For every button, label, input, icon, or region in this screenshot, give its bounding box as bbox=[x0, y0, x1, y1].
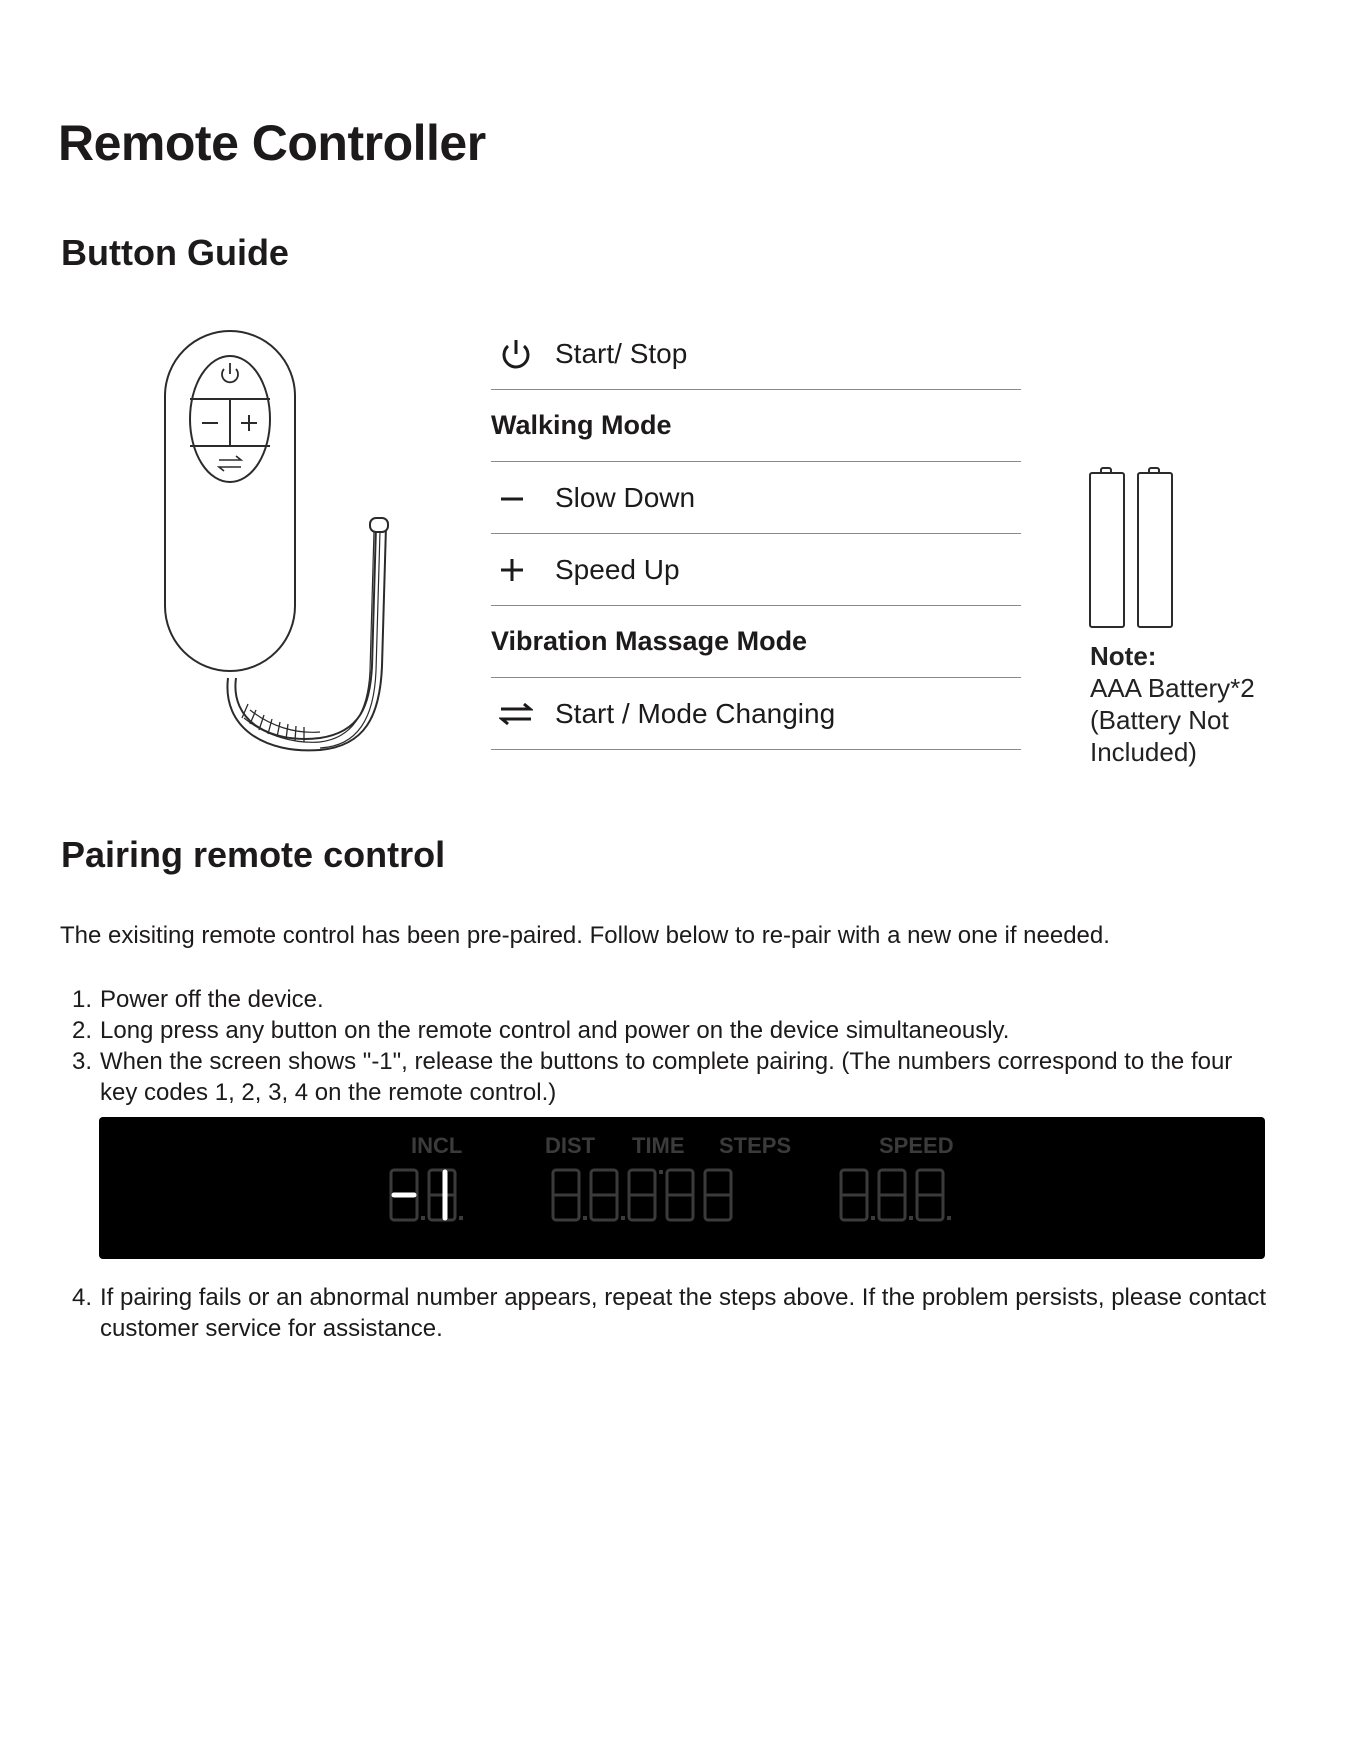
step-number: 2. bbox=[72, 1017, 93, 1044]
guide-label: Slow Down bbox=[555, 481, 696, 513]
button-guide-heading: Button Guide bbox=[61, 232, 289, 273]
guide-label: Start / Mode Changing bbox=[555, 697, 836, 729]
page-title: Remote Controller bbox=[58, 115, 486, 171]
note-line: (Battery Not bbox=[1090, 705, 1229, 735]
guide-section-label: Vibration Massage Mode bbox=[491, 626, 808, 656]
guide-row-vibration-massage-mode bbox=[491, 606, 1021, 678]
guide-label: Start/ Stop bbox=[555, 337, 688, 369]
pairing-intro: The exisiting remote control has been pre-paired. Follow below to re-pair with a new one if needed. bbox=[60, 922, 1110, 949]
step-text: When the screen shows "-1", release the buttons to complete pairing. (The numbers correspond to the four key codes 1, 2, 3, 4 on the remote control.) bbox=[100, 1048, 1233, 1106]
treadmill-display bbox=[99, 1117, 1265, 1259]
note-line: Included) bbox=[1090, 737, 1197, 767]
guide-row-start-stop bbox=[491, 318, 1021, 390]
step-number: 1. bbox=[72, 986, 93, 1013]
power-icon bbox=[491, 337, 541, 371]
guide-label: Speed Up bbox=[555, 553, 680, 585]
note-line: AAA Battery*2 bbox=[1090, 673, 1255, 703]
pairing-step bbox=[72, 984, 1272, 1015]
step-text: Long press any button on the remote control and power on the device simultaneously. bbox=[100, 1017, 1010, 1044]
guide-row-mode-changing bbox=[491, 678, 1021, 750]
pairing-step bbox=[72, 1015, 1272, 1046]
step-number: 4. bbox=[72, 1284, 93, 1311]
display-label-time: TIME bbox=[632, 1133, 685, 1158]
note-title: Note: bbox=[1090, 641, 1157, 671]
display-label-incl: INCL bbox=[411, 1133, 463, 1158]
battery-note bbox=[1090, 640, 1255, 768]
step-text: If pairing fails or an abnormal number appears, repeat the steps above. If the problem persists, please contact customer service for assistance. bbox=[100, 1284, 1266, 1342]
button-guide-list bbox=[491, 318, 1021, 750]
display-label-dist: DIST bbox=[545, 1133, 596, 1158]
minus-icon bbox=[491, 485, 541, 511]
step-number: 3. bbox=[72, 1048, 93, 1075]
aaa-batteries-illustration bbox=[1088, 466, 1178, 630]
pairing-steps bbox=[72, 984, 1272, 1108]
pairing-heading: Pairing remote control bbox=[61, 834, 446, 875]
remote-controller-illustration bbox=[160, 326, 400, 756]
guide-row-speed-up bbox=[491, 534, 1021, 606]
display-label-speed: SPEED bbox=[879, 1133, 954, 1158]
plus-icon bbox=[491, 557, 541, 583]
pairing-step bbox=[72, 1282, 1272, 1344]
step-text: Power off the device. bbox=[100, 986, 324, 1013]
swap-arrows-icon bbox=[491, 701, 541, 727]
guide-section-label: Walking Mode bbox=[491, 410, 672, 440]
guide-row-walking-mode bbox=[491, 390, 1021, 462]
display-label-steps: STEPS bbox=[719, 1133, 792, 1158]
segment-digits bbox=[389, 1167, 1109, 1227]
pairing-step bbox=[72, 1046, 1272, 1108]
guide-row-slow-down bbox=[491, 462, 1021, 534]
pairing-steps-continued bbox=[72, 1282, 1272, 1344]
